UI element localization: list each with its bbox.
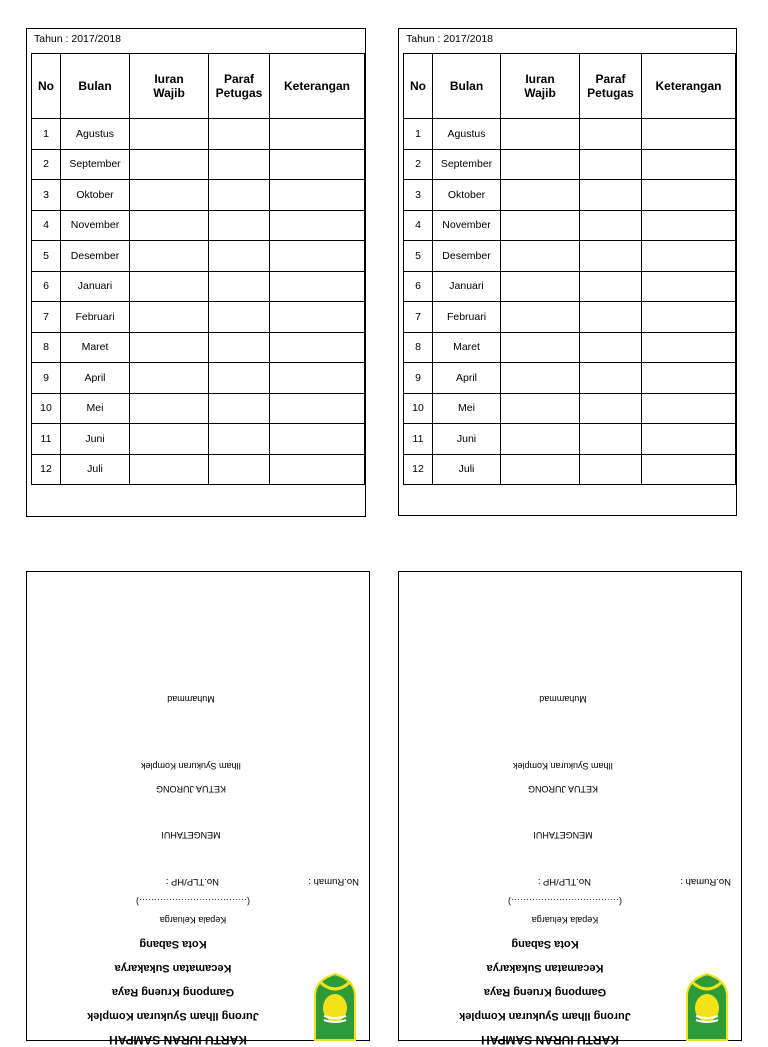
cell-paraf bbox=[580, 393, 642, 424]
year-label: Tahun : 2017/2018 bbox=[406, 33, 493, 45]
table-row bbox=[32, 119, 365, 150]
header-paraf-line2: Petugas bbox=[587, 86, 634, 100]
cell-iuran bbox=[130, 332, 209, 363]
cell-no: 7 bbox=[32, 302, 61, 333]
cell-no: 7 bbox=[404, 302, 433, 333]
no-rumah-label: No.Rumah : bbox=[308, 876, 359, 887]
cell-no: 12 bbox=[32, 454, 61, 485]
cell-iuran bbox=[501, 241, 580, 272]
org-line3: Kecamatan Sukakarya bbox=[114, 962, 232, 974]
cell-keterangan bbox=[270, 332, 365, 363]
cell-iuran bbox=[130, 271, 209, 302]
cell-bulan: November bbox=[61, 210, 130, 241]
ketua-label: KETUA JURONG bbox=[528, 784, 599, 794]
table-row bbox=[32, 149, 365, 180]
cell-iuran bbox=[501, 210, 580, 241]
cell-iuran bbox=[130, 210, 209, 241]
no-tlp-label: No.TLP/HP : bbox=[165, 876, 219, 887]
mengetahui-label: MENGETAHUI bbox=[161, 830, 221, 840]
cell-iuran bbox=[501, 393, 580, 424]
org-line4: Kota Sabang bbox=[511, 938, 579, 950]
table-row bbox=[32, 241, 365, 272]
cell-no: 11 bbox=[32, 424, 61, 455]
cell-iuran bbox=[501, 119, 580, 150]
cell-bulan: April bbox=[61, 363, 130, 394]
cell-no: 6 bbox=[404, 271, 433, 302]
header-no: No bbox=[32, 54, 61, 119]
cell-paraf bbox=[209, 271, 270, 302]
header-iuran-line1: Iuran bbox=[525, 72, 555, 86]
cell-bulan: Maret bbox=[61, 332, 130, 363]
table-row bbox=[404, 241, 736, 272]
cell-keterangan bbox=[642, 210, 736, 241]
cell-no: 4 bbox=[404, 210, 433, 241]
table-row bbox=[32, 363, 365, 394]
cell-no: 3 bbox=[32, 180, 61, 211]
cell-no: 2 bbox=[404, 149, 433, 180]
table-row bbox=[404, 302, 736, 333]
table-row bbox=[404, 119, 736, 150]
table-row bbox=[32, 180, 365, 211]
cell-iuran bbox=[501, 149, 580, 180]
cell-paraf bbox=[580, 210, 642, 241]
table-row bbox=[404, 180, 736, 211]
table-row bbox=[32, 271, 365, 302]
table-row bbox=[32, 302, 365, 333]
cell-paraf bbox=[580, 180, 642, 211]
cell-no: 9 bbox=[32, 363, 61, 394]
no-tlp-label: No.TLP/HP : bbox=[537, 876, 591, 887]
cell-keterangan bbox=[270, 149, 365, 180]
cell-iuran bbox=[130, 149, 209, 180]
cell-iuran bbox=[501, 424, 580, 455]
cell-paraf bbox=[209, 180, 270, 211]
cell-no: 3 bbox=[404, 180, 433, 211]
cell-bulan: Maret bbox=[433, 332, 501, 363]
cell-iuran bbox=[501, 332, 580, 363]
cell-keterangan bbox=[270, 119, 365, 150]
cell-bulan: November bbox=[433, 210, 501, 241]
cell-keterangan bbox=[642, 149, 736, 180]
back-card-right bbox=[398, 571, 742, 1047]
header-paraf bbox=[209, 54, 270, 119]
table-header-row bbox=[32, 54, 365, 119]
ketua-name: Muhammad bbox=[539, 694, 587, 704]
cell-iuran bbox=[130, 241, 209, 272]
no-rumah-label: No.Rumah : bbox=[680, 876, 731, 887]
cell-paraf bbox=[580, 149, 642, 180]
back-content bbox=[27, 572, 369, 1047]
cell-no: 1 bbox=[32, 119, 61, 150]
cell-no: 1 bbox=[404, 119, 433, 150]
front-card-right bbox=[398, 28, 737, 516]
org-line4: Kota Sabang bbox=[139, 938, 207, 950]
cell-keterangan bbox=[642, 180, 736, 211]
cell-paraf bbox=[209, 424, 270, 455]
header-keterangan: Keterangan bbox=[642, 54, 736, 119]
ketua-org-label: Ilham Syukuran Komplek bbox=[140, 761, 242, 771]
cell-bulan: Juni bbox=[61, 424, 130, 455]
payment-table bbox=[403, 53, 736, 485]
back-content bbox=[399, 572, 741, 1047]
org-line2: Gampong Krueng Raya bbox=[483, 986, 607, 998]
cell-iuran bbox=[130, 454, 209, 485]
cell-bulan: Juli bbox=[61, 454, 130, 485]
org-line3: Kecamatan Sukakarya bbox=[486, 962, 604, 974]
cell-bulan: Juni bbox=[433, 424, 501, 455]
header-iuran-line2: Wajib bbox=[153, 86, 185, 100]
cell-no: 12 bbox=[404, 454, 433, 485]
cell-iuran bbox=[501, 180, 580, 211]
table-row bbox=[32, 393, 365, 424]
cell-iuran bbox=[130, 424, 209, 455]
cell-bulan: April bbox=[433, 363, 501, 394]
org-line1: Jurong Ilham Syukuran Komplek bbox=[459, 1010, 631, 1022]
cell-bulan: September bbox=[61, 149, 130, 180]
cell-no: 8 bbox=[32, 332, 61, 363]
ketua-label: KETUA JURONG bbox=[156, 784, 227, 794]
cell-bulan: Februari bbox=[433, 302, 501, 333]
cell-no: 10 bbox=[32, 393, 61, 424]
kepala-label: Kepala Keluarga bbox=[531, 915, 599, 925]
cell-keterangan bbox=[270, 393, 365, 424]
cell-paraf bbox=[209, 454, 270, 485]
cell-iuran bbox=[130, 180, 209, 211]
cell-bulan: Juli bbox=[433, 454, 501, 485]
cell-iuran bbox=[130, 302, 209, 333]
cell-paraf bbox=[209, 302, 270, 333]
cell-bulan: Agustus bbox=[433, 119, 501, 150]
cell-paraf bbox=[580, 119, 642, 150]
cell-bulan: Agustus bbox=[61, 119, 130, 150]
table-header-row bbox=[404, 54, 736, 119]
cell-paraf bbox=[209, 393, 270, 424]
cell-bulan: Oktober bbox=[61, 180, 130, 211]
cell-bulan: Mei bbox=[61, 393, 130, 424]
cell-keterangan bbox=[270, 454, 365, 485]
cell-iuran bbox=[501, 302, 580, 333]
header-keterangan: Keterangan bbox=[270, 54, 365, 119]
cell-paraf bbox=[209, 332, 270, 363]
cell-bulan: September bbox=[433, 149, 501, 180]
cell-iuran bbox=[501, 363, 580, 394]
table-row bbox=[32, 424, 365, 455]
cell-keterangan bbox=[642, 302, 736, 333]
signature-dots: (………………………………) bbox=[136, 897, 250, 907]
payment-table bbox=[31, 53, 365, 485]
cell-keterangan bbox=[270, 302, 365, 333]
table-row bbox=[32, 454, 365, 485]
cell-no: 11 bbox=[404, 424, 433, 455]
card-title: KARTU IURAN SAMPAH bbox=[481, 1033, 619, 1047]
org-line2: Gampong Krueng Raya bbox=[111, 986, 235, 998]
cell-bulan: Januari bbox=[433, 271, 501, 302]
header-paraf-line2: Petugas bbox=[215, 86, 263, 100]
cell-no: 8 bbox=[404, 332, 433, 363]
cell-no: 2 bbox=[32, 149, 61, 180]
cell-paraf bbox=[580, 271, 642, 302]
cell-keterangan bbox=[270, 180, 365, 211]
cell-paraf bbox=[580, 363, 642, 394]
cell-paraf bbox=[580, 302, 642, 333]
table-row bbox=[404, 149, 736, 180]
header-no: No bbox=[404, 54, 433, 119]
year-label: Tahun : 2017/2018 bbox=[34, 33, 121, 45]
cell-keterangan bbox=[642, 393, 736, 424]
front-card-left bbox=[26, 28, 366, 517]
cell-iuran bbox=[130, 393, 209, 424]
cell-paraf bbox=[209, 149, 270, 180]
mengetahui-label: MENGETAHUI bbox=[533, 830, 593, 840]
cell-paraf bbox=[580, 241, 642, 272]
header-iuran-line1: Iuran bbox=[154, 72, 184, 86]
cell-keterangan bbox=[270, 363, 365, 394]
cell-paraf bbox=[580, 332, 642, 363]
ketua-name: Muhammad bbox=[167, 694, 215, 704]
kota-sabang-logo-icon bbox=[311, 972, 359, 1042]
cell-paraf bbox=[580, 454, 642, 485]
back-card-left bbox=[26, 571, 370, 1047]
cell-iuran bbox=[501, 271, 580, 302]
header-bulan: Bulan bbox=[61, 54, 130, 119]
cell-no: 6 bbox=[32, 271, 61, 302]
cell-iuran bbox=[130, 363, 209, 394]
cell-keterangan bbox=[642, 271, 736, 302]
cell-paraf bbox=[209, 210, 270, 241]
cell-iuran bbox=[501, 454, 580, 485]
cell-keterangan bbox=[270, 241, 365, 272]
header-paraf-line1: Paraf bbox=[595, 72, 626, 86]
table-row bbox=[404, 332, 736, 363]
cell-paraf bbox=[209, 241, 270, 272]
cell-keterangan bbox=[642, 424, 736, 455]
cell-no: 4 bbox=[32, 210, 61, 241]
card-title: KARTU IURAN SAMPAH bbox=[109, 1033, 247, 1047]
cell-keterangan bbox=[642, 363, 736, 394]
cell-bulan: Oktober bbox=[433, 180, 501, 211]
header-iuran bbox=[130, 54, 209, 119]
cell-keterangan bbox=[642, 119, 736, 150]
kota-sabang-logo-icon bbox=[683, 972, 731, 1042]
header-iuran-line2: Wajib bbox=[524, 86, 556, 100]
cell-bulan: Mei bbox=[433, 393, 501, 424]
table-row bbox=[404, 454, 736, 485]
cell-keterangan bbox=[642, 454, 736, 485]
table-body bbox=[404, 119, 736, 485]
cell-keterangan bbox=[270, 210, 365, 241]
cell-keterangan bbox=[270, 424, 365, 455]
header-iuran bbox=[501, 54, 580, 119]
table-row bbox=[404, 424, 736, 455]
table-row bbox=[404, 210, 736, 241]
cell-paraf bbox=[580, 424, 642, 455]
cell-bulan: Januari bbox=[61, 271, 130, 302]
signature-dots: (………………………………) bbox=[508, 897, 622, 907]
cell-bulan: Desember bbox=[433, 241, 501, 272]
header-paraf bbox=[580, 54, 642, 119]
table-row bbox=[404, 271, 736, 302]
cell-no: 9 bbox=[404, 363, 433, 394]
table-row bbox=[32, 332, 365, 363]
kepala-label: Kepala Keluarga bbox=[159, 915, 227, 925]
cell-paraf bbox=[209, 363, 270, 394]
cell-keterangan bbox=[270, 271, 365, 302]
table-body bbox=[32, 119, 365, 485]
org-line1: Jurong Ilham Syukuran Komplek bbox=[87, 1010, 259, 1022]
cell-paraf bbox=[209, 119, 270, 150]
cell-bulan: Februari bbox=[61, 302, 130, 333]
cell-no: 10 bbox=[404, 393, 433, 424]
cell-no: 5 bbox=[32, 241, 61, 272]
header-bulan: Bulan bbox=[433, 54, 501, 119]
table-row bbox=[32, 210, 365, 241]
table-row bbox=[404, 363, 736, 394]
cell-keterangan bbox=[642, 332, 736, 363]
header-paraf-line1: Paraf bbox=[223, 72, 255, 86]
cell-keterangan bbox=[642, 241, 736, 272]
ketua-org-label: Ilham Syukuran Komplek bbox=[512, 761, 614, 771]
cell-no: 5 bbox=[404, 241, 433, 272]
cell-bulan: Desember bbox=[61, 241, 130, 272]
cell-iuran bbox=[130, 119, 209, 150]
table-row bbox=[404, 393, 736, 424]
